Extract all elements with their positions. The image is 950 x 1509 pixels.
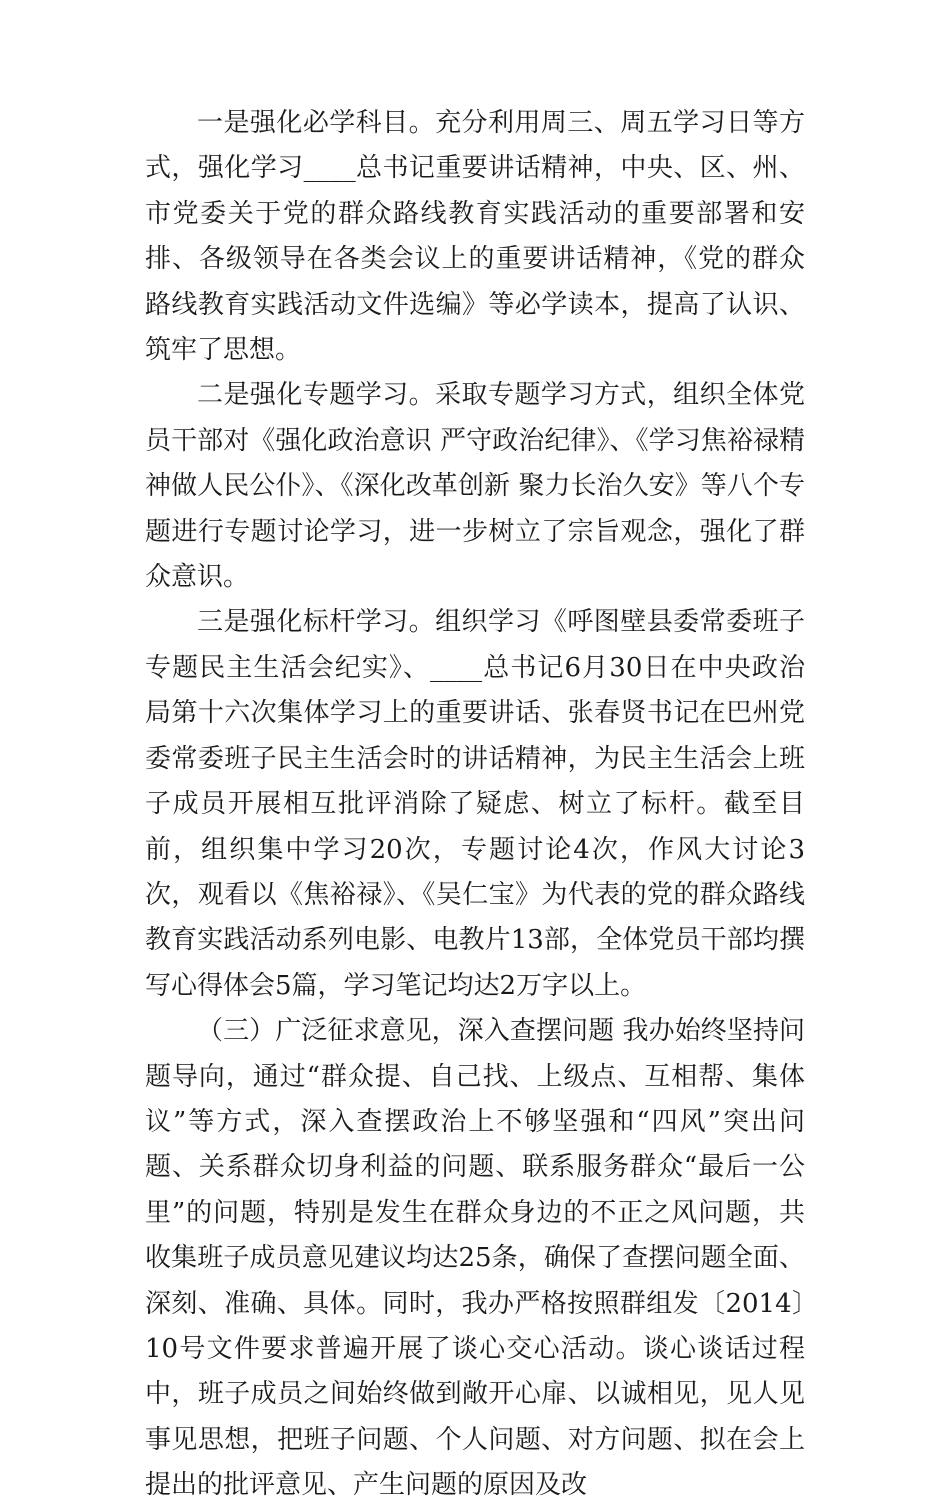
paragraph-compulsory-study: 一是强化必学科目。充分利用周三、周五学习日等方式，强化学习____总书记重要讲话精神，中央、区、州、市党委关于党的群众路线教育实践活动的重要部署和安排、各级领导在各类会议上的重要讲话精神，《党的群众路线教育实践活动文件选编》等必学读本，提高了认识、筑牢了思想。 [145,108,805,366]
paragraph-benchmark-study: 三是强化标杆学习。组织学习《呼图壁县委常委班子专题民主生活会纪实》、____总书记6月30日在中央政治局第十六次集体学习上的重要讲话、张春贤书记在巴州党委常委班子民主生活会时的讲话精神，为民主生活会上班子成员开展相互批评消除了疑虑、树立了标杆。截至目前，组织集中学习20次，专题讨论4次，作风大讨论3次，观看以《焦裕禄》、《吴仁宝》为代表的党的群众路线教育实践活动系列电影、电教片13部，全体党员干部均撰写心得体会5篇，学习笔记均达2万字以上。 [145,607,805,1001]
paragraph-solicit-opinions: （三）广泛征求意见，深入查摆问题 我办始终坚持问题导向，通过“群众提、自己找、上级点、互相帮、集体议”等方式，深入查摆政治上不够坚强和“四风”突出问题、关系群众切身利益的问题、联系服务群众“最后一公里”的问题，特别是发生在群众身边的不正之风问题，共收集班子成员意见建议均达25条，确保了查摆问题全面、深刻、准确、具体。同时，我办严格按照群组发〔2014〕10号文件要求普遍开展了谈心交心活动。谈心谈话过程中，班子成员之间始终做到敞开心扉、以诚相见，见人见事见思想，把班子问题、个人问题、对方问题、拟在会上提出的批评意见、产生问题的原因及改 [145,1016,805,1501]
paragraph-topic-study: 二是强化专题学习。采取专题学习方式，组织全体党员干部对《强化政治意识 严守政治纪律》、《学习焦裕禄精神做人民公仆》、《深化改革创新 聚力长治久安》等八个专题进行专题讨论学习，进一步树立了宗旨观念，强化了群众意识。 [145,380,805,593]
document-body [145,101,805,1509]
